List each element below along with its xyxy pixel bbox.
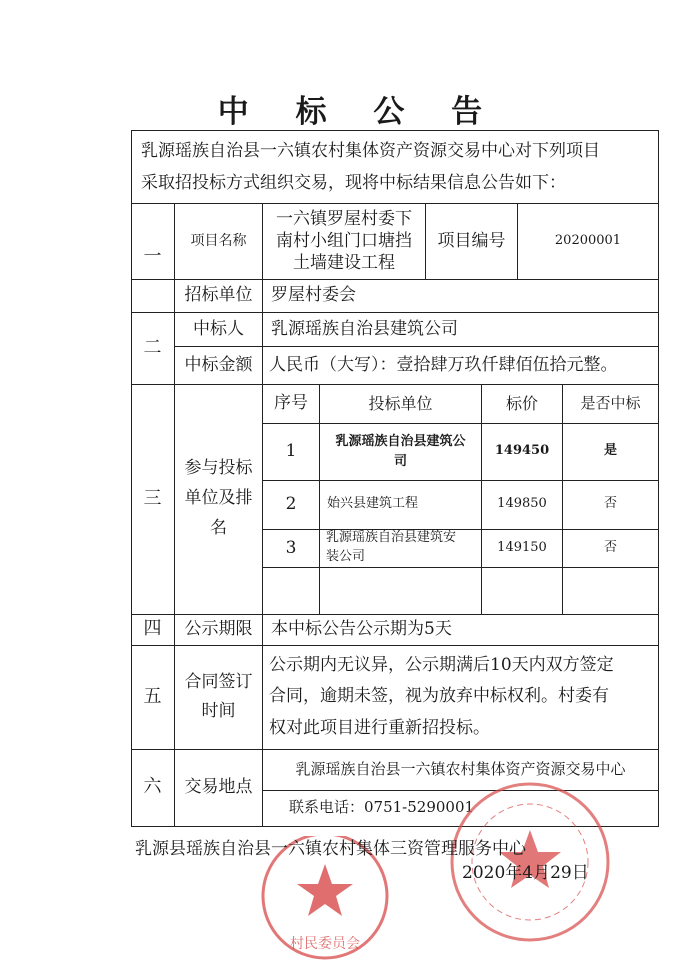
row-1-bidder-line: 乳源瑶族自治县建筑公: [335, 434, 466, 449]
project-name-label: 项目名称: [190, 232, 247, 249]
header-price: 标价: [505, 393, 538, 413]
row-1-won: 是: [603, 443, 617, 459]
project-name-line: 南村小组门口塘挡: [276, 230, 412, 251]
project-name-value: [263, 203, 425, 279]
project-name-line: 土墙建设工程: [293, 253, 395, 274]
row-3-number: 3: [285, 537, 297, 558]
header-bidder: 投标单位: [368, 393, 433, 413]
row-1-bidder-line: 司: [393, 453, 407, 469]
header-number: 序号: [274, 393, 308, 414]
village-seal-text: 村民委员会: [290, 936, 360, 952]
row-3-won: 否: [603, 539, 617, 555]
contract-time-line: 权对此项目进行重新招投标。: [269, 717, 490, 738]
bidders-label: [175, 384, 262, 614]
project-name-line: 一六镇罗屋村委下: [276, 208, 412, 229]
trading-place-value: 乳源瑶族自治县一六镇农村集体资产资源交易中心: [295, 759, 626, 778]
row-2-number: 2: [285, 494, 297, 515]
project-number-value: 20200001: [554, 232, 622, 248]
contract-time-text: [269, 645, 659, 749]
section-six-number: 六: [143, 776, 162, 798]
contract-time-label-line: 时间: [201, 701, 236, 721]
award-table: [131, 130, 659, 826]
contract-time-label: [175, 645, 262, 749]
tender-unit-value: 罗屋村委会: [271, 285, 356, 306]
bidders-label-line: 单位及排: [184, 488, 253, 509]
row-3-bidder-line: 装公司: [326, 549, 366, 564]
publicity-period-value: 本中标公告公示期为5天: [271, 619, 452, 640]
row-3-bidder-line: 乳源瑶族自治县建筑安: [326, 530, 457, 546]
bidders-label-line: 参与投标: [184, 458, 253, 479]
row-3-price: 149150: [497, 539, 547, 555]
row-2-bidder: [327, 480, 481, 529]
row-3-bidder: [320, 529, 481, 567]
winner-label: 中标人: [193, 318, 244, 339]
issuer-organization: 乳源县瑶族自治县一六镇农村集体三资管理服务中心: [135, 839, 526, 859]
section-one-number: 一: [143, 246, 162, 268]
winner-value: 乳源瑶族自治县建筑公司: [271, 318, 458, 339]
section-three-number: 三: [143, 487, 162, 509]
section-five-number: 五: [143, 685, 162, 707]
intro-line-2: 采取招投标方式组织交易，现将中标结果信息公告如下：: [141, 172, 566, 193]
document-title: 中 标 公 告: [217, 94, 501, 130]
row-1-number: 1: [285, 441, 297, 462]
contract-time-label-line: 合同签订: [184, 672, 253, 693]
contact-phone: 联系电话：0751-5290001: [289, 798, 475, 817]
contract-time-line: 合同，逾期未签，视为放弃中标权利。村委有: [269, 686, 609, 707]
trading-place-label: 交易地点: [184, 777, 253, 798]
row-1-bidder: [320, 423, 481, 480]
bidders-label-line: 名: [210, 517, 227, 538]
section-four-number: 四: [143, 618, 162, 640]
row-2-bidder-line: 始兴县建筑工程: [327, 496, 419, 512]
publicity-period-label: 公示期限: [184, 619, 253, 640]
section-two-number: 二: [143, 336, 162, 358]
header-won: 是否中标: [580, 393, 641, 412]
amount-value: 人民币（大写）：壹拾肆万玖仟肆佰伍拾元整。: [269, 354, 618, 375]
intro-line-1: 乳源瑶族自治县一六镇农村集体资产资源交易中心对下列项目: [141, 140, 600, 161]
row-1-price: 149450: [494, 443, 550, 459]
row-2-price: 149850: [497, 496, 547, 512]
row-2-won: 否: [603, 496, 617, 512]
amount-label: 中标金额: [184, 354, 253, 375]
tender-unit-label: 招标单位: [184, 285, 253, 306]
project-number-label: 项目编号: [437, 230, 506, 251]
issue-date: 2020年4月29日: [462, 863, 589, 883]
contract-time-line: 公示期内无议异，公示期满后10天内双方签定: [269, 654, 614, 675]
